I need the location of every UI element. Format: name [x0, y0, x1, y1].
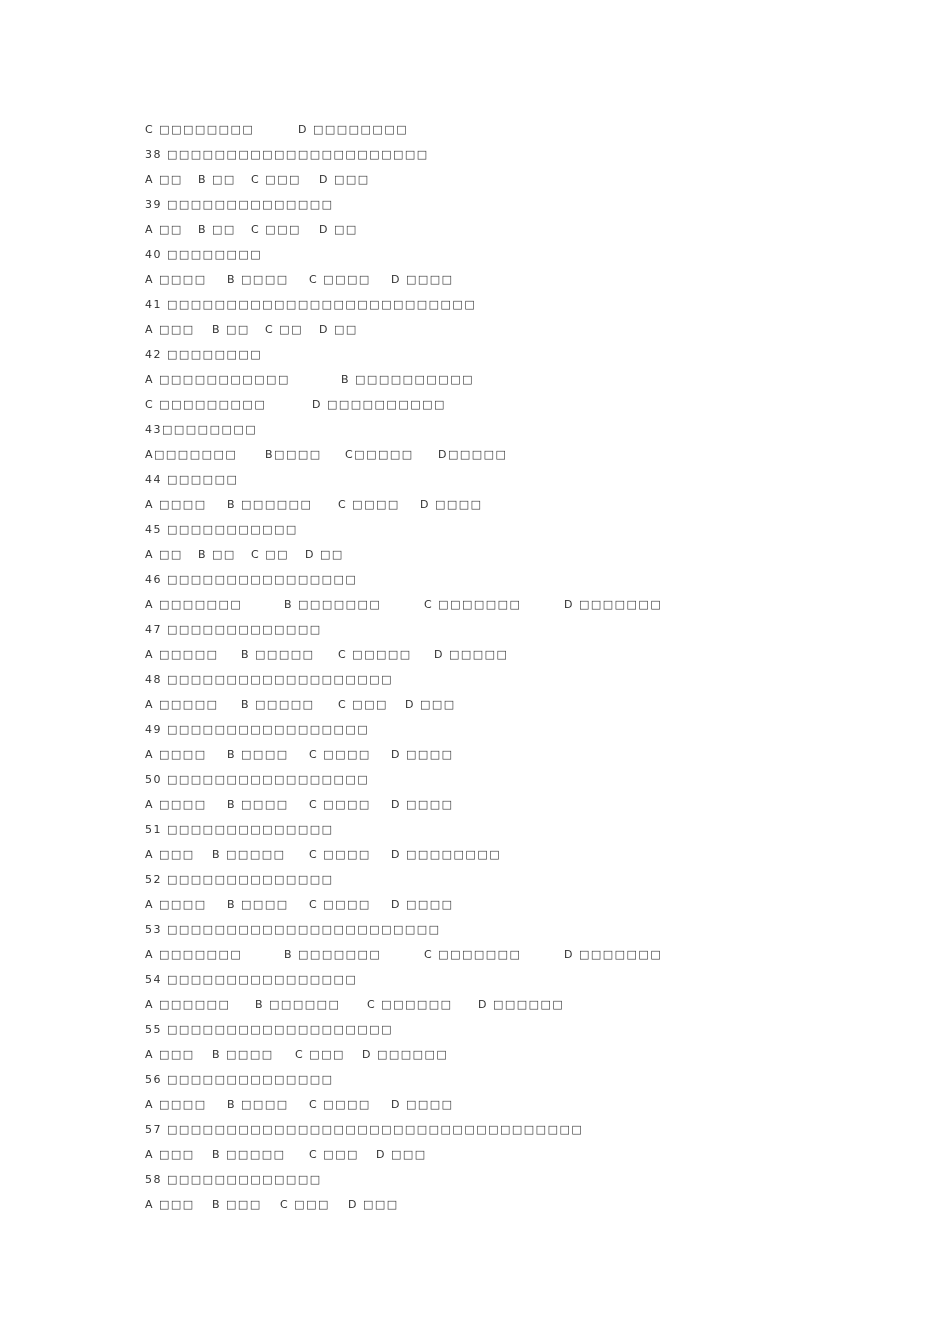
option: B □□□□ — [227, 798, 289, 811]
option: C □□□□□ — [338, 648, 412, 661]
option: A □□□ — [145, 323, 195, 336]
option: A □□□□ — [145, 898, 207, 911]
question-line: 41 □□□□□□□□□□□□□□□□□□□□□□□□□□ — [145, 298, 477, 311]
question-line: 54 □□□□□□□□□□□□□□□□ — [145, 973, 358, 986]
option: C □□□□□□ — [367, 998, 453, 1011]
option: D□□□□□ — [438, 448, 508, 461]
option: A □□ — [145, 173, 183, 186]
question-line: 44 □□□□□□ — [145, 473, 239, 486]
option: C □□ — [265, 323, 303, 336]
option: B□□□□ — [265, 448, 322, 461]
option: B □□ — [212, 323, 250, 336]
option: C□□□□□ — [345, 448, 414, 461]
option: A □□□□□□□ — [145, 598, 243, 611]
option: B □□□□□ — [212, 848, 286, 861]
question-line: 46 □□□□□□□□□□□□□□□□ — [145, 573, 358, 586]
question-line: 39 □□□□□□□□□□□□□□ — [145, 198, 334, 211]
option: B □□□□□□□ — [284, 948, 382, 961]
question-line: 42 □□□□□□□□ — [145, 348, 263, 361]
option: B □□□□□□ — [255, 998, 341, 1011]
option: D □□□□□ — [434, 648, 509, 661]
option: C □□□ — [338, 698, 388, 711]
option: D □□□□□□□□ — [391, 848, 502, 861]
option: A □□□ — [145, 1148, 195, 1161]
option: A □□ — [145, 548, 183, 561]
option: D □□□□ — [391, 1098, 454, 1111]
question-line: 47 □□□□□□□□□□□□□ — [145, 623, 322, 636]
question-line: 38 □□□□□□□□□□□□□□□□□□□□□□ — [145, 148, 429, 161]
option: C □□□□□□□ — [424, 948, 522, 961]
option: A □□□□ — [145, 273, 207, 286]
option: A □□□□□□□□□□□ — [145, 373, 290, 386]
option: C □□□□□□□ — [424, 598, 522, 611]
option: D □□□□□□ — [478, 998, 565, 1011]
question-line: 55 □□□□□□□□□□□□□□□□□□□ — [145, 1023, 393, 1036]
option: B □□□□ — [227, 898, 289, 911]
option: C □□□□□□□□ — [145, 123, 255, 136]
option: B □□□□□ — [241, 698, 315, 711]
option: B □□□□□ — [212, 1148, 286, 1161]
question-line: 58 □□□□□□□□□□□□□ — [145, 1173, 322, 1186]
option: B □□□□□□□□□□ — [341, 373, 474, 386]
option: D □□□□ — [391, 748, 454, 761]
option: B □□□□□ — [241, 648, 315, 661]
option: A □□□□ — [145, 1098, 207, 1111]
option: A □□□□ — [145, 748, 207, 761]
option: B □□□□ — [227, 748, 289, 761]
option: C □□□□ — [309, 1098, 371, 1111]
question-line: 56 □□□□□□□□□□□□□□ — [145, 1073, 334, 1086]
option: D □□□ — [319, 173, 370, 186]
option: D □□ — [305, 548, 344, 561]
question-line: 45 □□□□□□□□□□□ — [145, 523, 298, 536]
question-line: 53 □□□□□□□□□□□□□□□□□□□□□□□ — [145, 923, 441, 936]
option: C □□□□ — [338, 498, 400, 511]
option: B □□□□ — [227, 273, 289, 286]
option: A □□□□□□□ — [145, 948, 243, 961]
option: D □□□ — [348, 1198, 399, 1211]
option: B □□ — [198, 223, 236, 236]
option: A □□□ — [145, 1048, 195, 1061]
option: C □□□□ — [309, 273, 371, 286]
option: A □□□□□□ — [145, 998, 231, 1011]
option: B □□ — [198, 173, 236, 186]
option: B □□ — [198, 548, 236, 561]
option: C □□□□ — [309, 748, 371, 761]
option: B □□□□□□□ — [284, 598, 382, 611]
option: C □□□ — [295, 1048, 345, 1061]
option: C □□□ — [251, 223, 301, 236]
option: C □□□□ — [309, 798, 371, 811]
option: D □□□□□□□□□□ — [312, 398, 446, 411]
option: C □□□ — [280, 1198, 330, 1211]
question-line: 43□□□□□□□□ — [145, 423, 258, 436]
option: C □□ — [251, 548, 289, 561]
option: B □□□□ — [212, 1048, 274, 1061]
option: A □□□□□ — [145, 698, 219, 711]
question-line: 52 □□□□□□□□□□□□□□ — [145, 873, 334, 886]
option: D □□□□□□□ — [564, 598, 663, 611]
option: B □□□ — [212, 1198, 262, 1211]
option: C □□□□□□□□□ — [145, 398, 267, 411]
option: A □□ — [145, 223, 183, 236]
option: D □□□□ — [391, 898, 454, 911]
option: D □□□□□□□ — [564, 948, 663, 961]
option: D □□□□□□□□ — [298, 123, 409, 136]
option: D □□□□ — [391, 273, 454, 286]
option: D □□ — [319, 223, 358, 236]
option: A □□□□ — [145, 498, 207, 511]
option: C □□□ — [251, 173, 301, 186]
option: D □□ — [319, 323, 358, 336]
option: C □□□□ — [309, 898, 371, 911]
option: D □□□□ — [391, 798, 454, 811]
option: C □□□ — [309, 1148, 359, 1161]
question-line: 51 □□□□□□□□□□□□□□ — [145, 823, 334, 836]
option: B □□□□□□ — [227, 498, 313, 511]
option: A □□□ — [145, 1198, 195, 1211]
option: D □□□□ — [420, 498, 483, 511]
option: D □□□ — [405, 698, 456, 711]
question-line: 50 □□□□□□□□□□□□□□□□□ — [145, 773, 370, 786]
option: C □□□□ — [309, 848, 371, 861]
question-line: 57 □□□□□□□□□□□□□□□□□□□□□□□□□□□□□□□□□□□ — [145, 1123, 584, 1136]
option: A □□□□ — [145, 798, 207, 811]
option: A □□□□□ — [145, 648, 219, 661]
option: A□□□□□□□ — [145, 448, 238, 461]
question-line: 40 □□□□□□□□ — [145, 248, 263, 261]
question-line: 48 □□□□□□□□□□□□□□□□□□□ — [145, 673, 393, 686]
option: D □□□□□□ — [362, 1048, 449, 1061]
option: B □□□□ — [227, 1098, 289, 1111]
option: A □□□ — [145, 848, 195, 861]
question-line: 49 □□□□□□□□□□□□□□□□□ — [145, 723, 370, 736]
option: D □□□ — [376, 1148, 427, 1161]
